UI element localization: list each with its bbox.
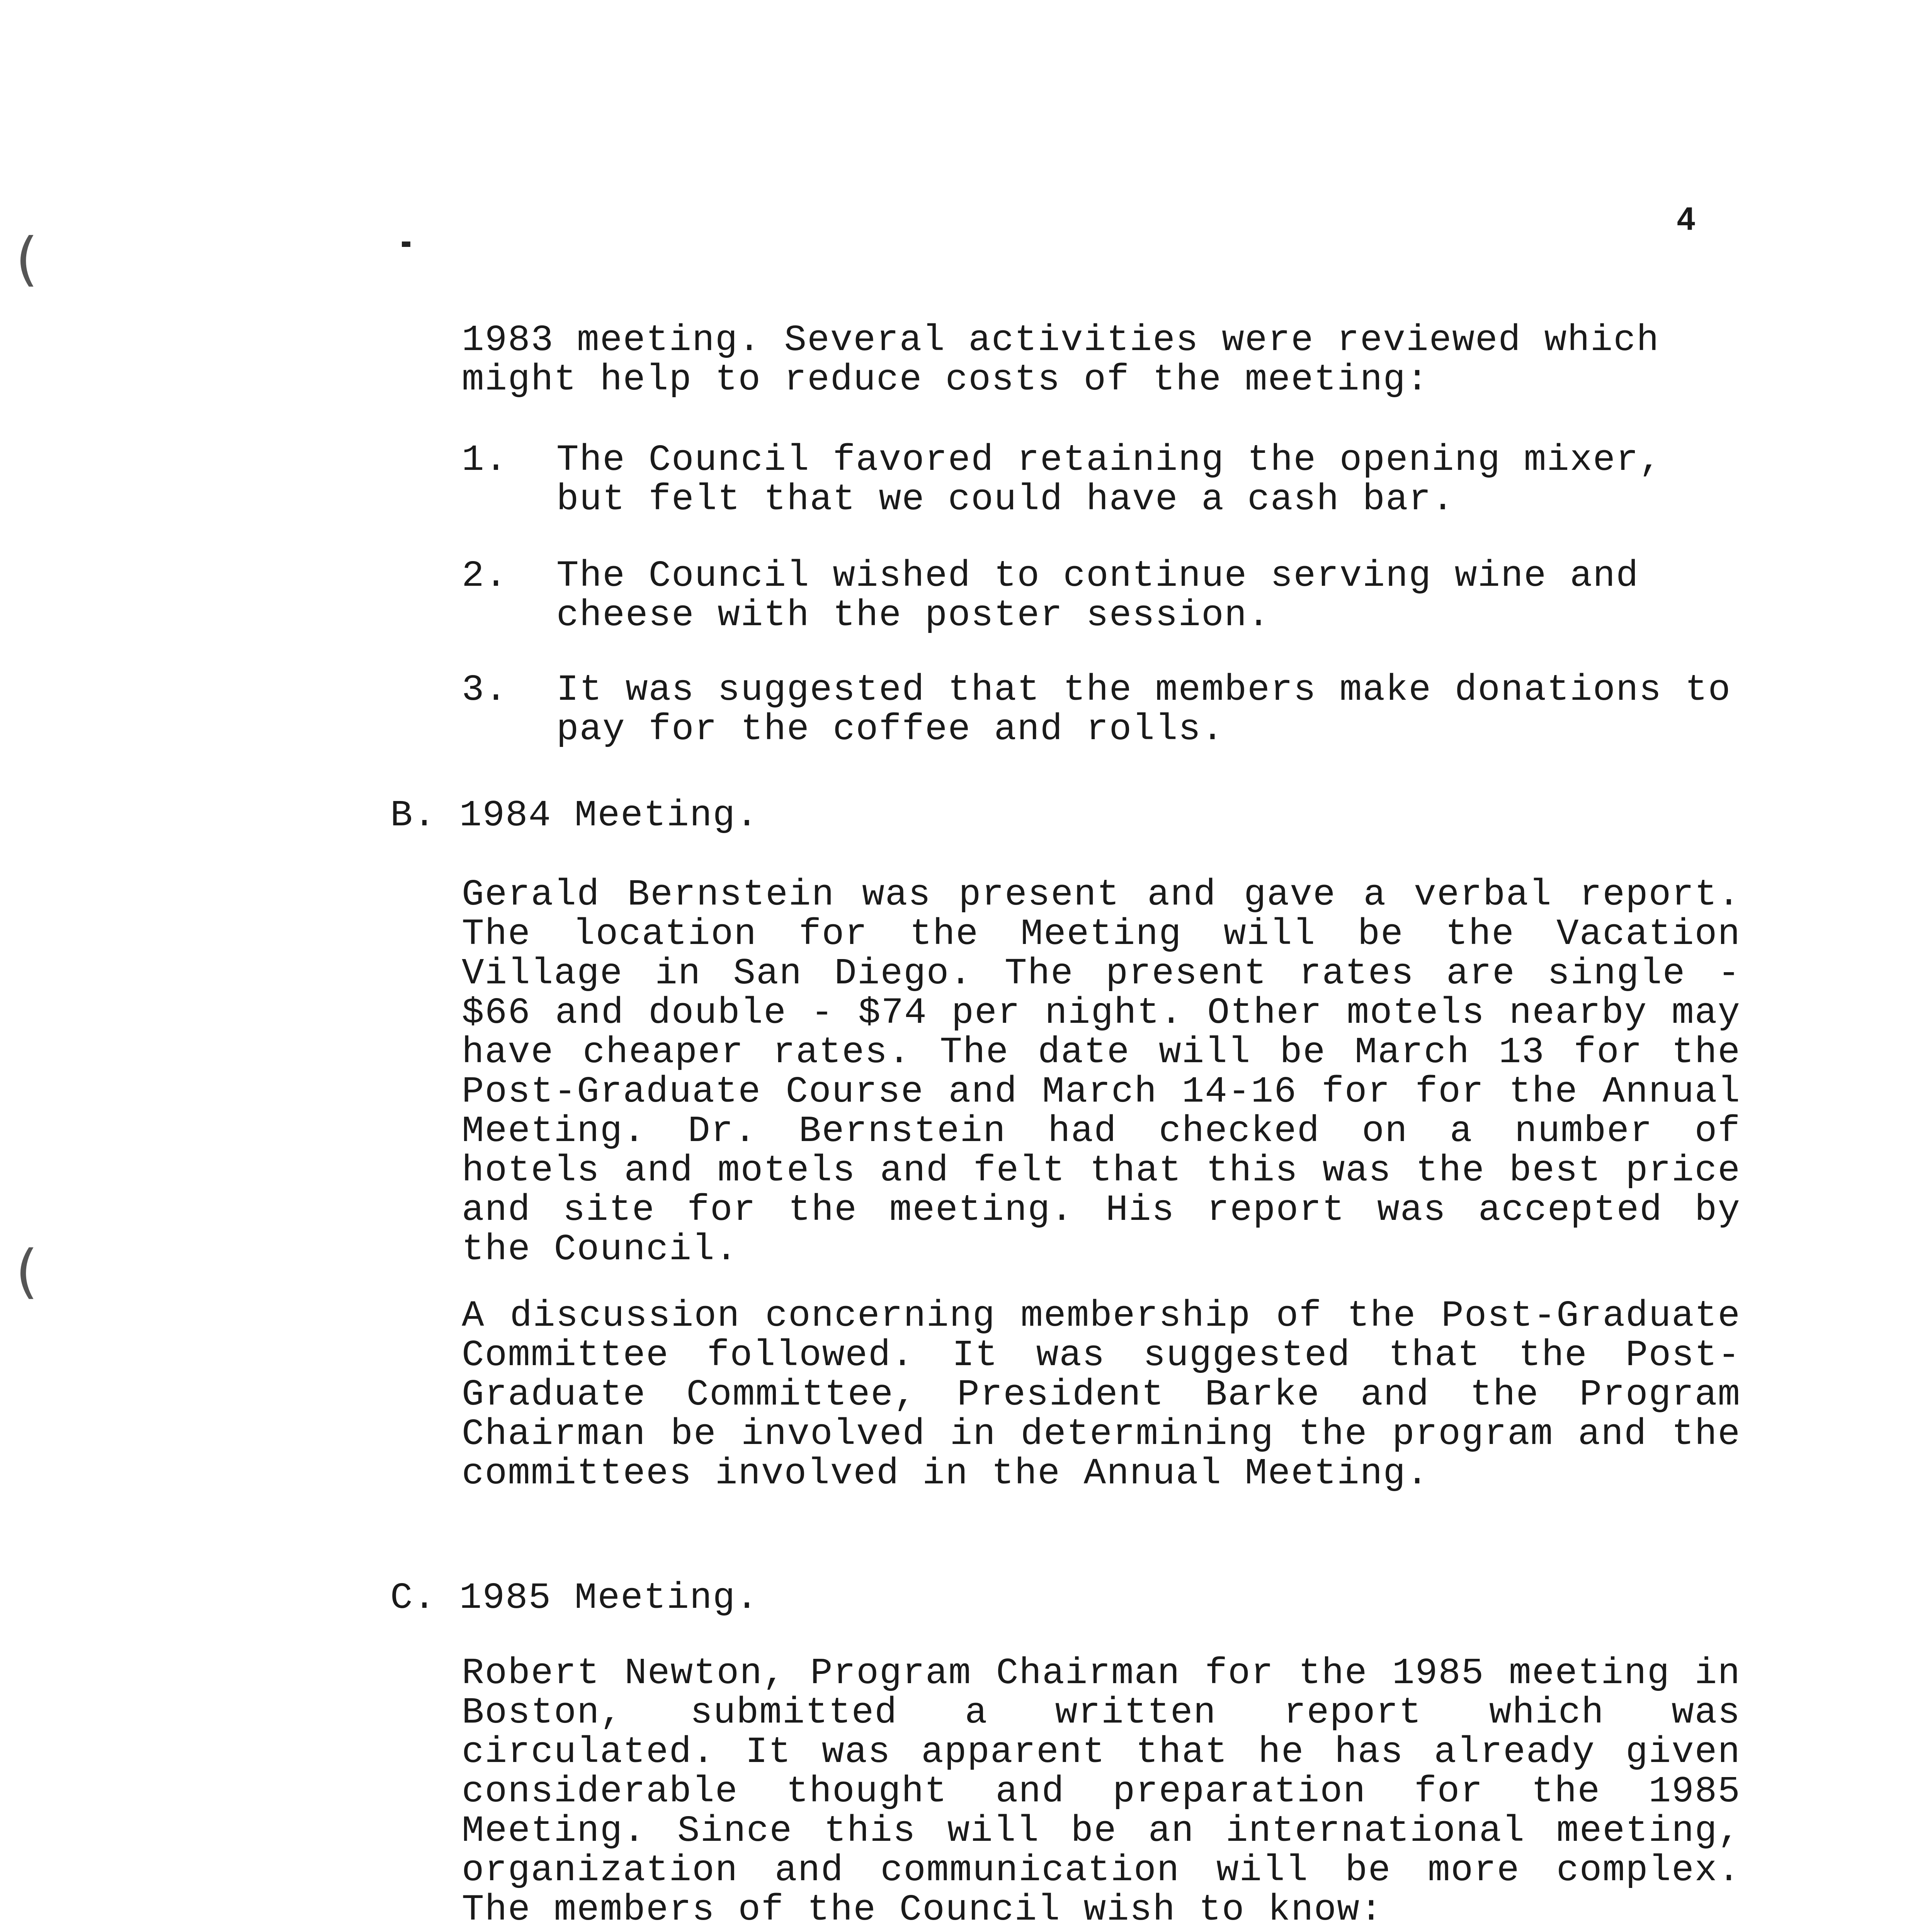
list-item-text: The Council favored retaining the opening mixer, but felt that we could have a cash bar. bbox=[556, 439, 1662, 520]
page-number: 4 bbox=[1677, 201, 1696, 237]
section-b-paragraph-1: Gerald Bernstein was present and gave a verbal report. The location for the Meeting will be the Vacation Village in San Diego. The present rates are single - $66 and double - $74 per night. Other motels nearby may have cheaper rates. The date will be March 13 for the Post-Graduate Course and March 14-16 for for the Annual Meeting. Dr. Bernstein had checked on a number of hotels and motels and felt that this was the best price and site for the meeting. His report was accepted by the Council. bbox=[462, 874, 1741, 1270]
intro-line: might help to reduce costs of the meeting: bbox=[462, 359, 1429, 401]
section-heading: C. 1985 Meeting. bbox=[390, 1577, 759, 1619]
section-b-paragraph-2: A discussion concerning membership of the Post-Graduate Committee followed. It was suggested that the Post-Graduate Committee, President Barke and the Program Chairman be involved in determining the program and the committees involved in the Annual Meeting. bbox=[462, 1295, 1741, 1495]
intro-paragraph bbox=[462, 321, 1737, 400]
list-number: 3. bbox=[462, 669, 508, 711]
binding-hole-mark: ( bbox=[15, 1238, 39, 1305]
list-item-text: The Council wished to continue serving wine and cheese with the poster session. bbox=[556, 555, 1639, 636]
list-item-text: It was suggested that the members make donations to pay for the coffee and rolls. bbox=[556, 669, 1731, 750]
list-number: 2. bbox=[462, 555, 508, 597]
intro-line: 1983 meeting. Several activities were reviewed which bbox=[462, 319, 1660, 361]
stray-dot bbox=[402, 242, 410, 247]
binding-hole-mark: ( bbox=[15, 226, 39, 293]
list-number: 1. bbox=[462, 439, 508, 481]
section-heading: B. 1984 Meeting. bbox=[390, 794, 759, 837]
section-c-paragraph-1: Robert Newton, Program Chairman for the 1985 meeting in Boston, submitted a written report which was circulated. It was apparent that he has already given considerable thought and preparation for the 1985 Meeting. Since this will be an international meeting, organization and communication will be more complex. The members of the Council wish to know: bbox=[462, 1652, 1741, 1931]
